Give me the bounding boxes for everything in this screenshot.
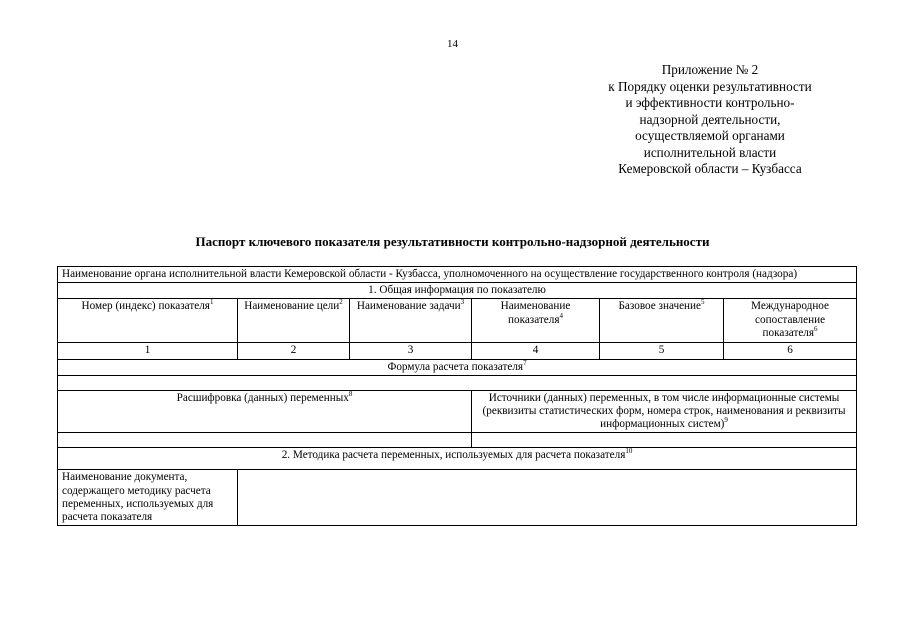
formula-empty-row (58, 375, 857, 390)
column-number: 4 (472, 343, 600, 359)
column-header: Номер (индекс) показателя$^1$ (58, 299, 238, 343)
appendix-line: осуществляемой органами (635, 128, 785, 143)
column-header: Наименование задачи$^3$ (350, 299, 472, 343)
column-number: 6 (724, 343, 857, 359)
section1-heading: 1. Общая информация по показателю (58, 283, 857, 299)
method-doc-row (58, 470, 857, 526)
appendix-header (560, 62, 860, 178)
section2-row (58, 448, 857, 470)
column-number: 2 (238, 343, 350, 359)
sources-heading: Источники (данных) переменных, в том числе информационные системы (реквизиты статистических форм, номера строк, наименования и реквизиты информационных систем)$^9$ (472, 390, 857, 433)
decoding-heading: Расшифровка (данных) переменных$^8$ (58, 390, 472, 433)
organ-cell: Наименование органа исполнительной власти Кемеровской области - Кузбасса, уполномоченного на осуществление государственного контроля (надзора) (58, 267, 857, 283)
column-number: 1 (58, 343, 238, 359)
organ-row (58, 267, 857, 283)
decoding-cell (58, 433, 472, 448)
appendix-line: исполнительной власти (643, 144, 777, 160)
appendix-line: надзорной деятельности, (639, 111, 781, 127)
section1-row (58, 283, 857, 299)
sources-cell (472, 433, 857, 448)
method-doc-label: Наименование документа, содержащего методику расчета переменных, используемых для расчета показателя (58, 470, 238, 526)
columns-header-row (58, 299, 857, 343)
passport-table (57, 266, 857, 526)
appendix-line: Кемеровской области – Кузбасса (618, 161, 802, 176)
variables-heading-row (58, 390, 857, 433)
page-number: 14 (447, 38, 458, 50)
column-numbers-row (58, 343, 857, 359)
formula-heading-row (58, 359, 857, 375)
column-number: 3 (350, 343, 472, 359)
formula-cell (58, 375, 857, 390)
variables-empty-row (58, 433, 857, 448)
column-header: Наименование цели$^2$ (238, 299, 350, 343)
appendix-line: к Порядку оценки результативности (608, 78, 812, 94)
column-number: 5 (600, 343, 724, 359)
column-header: Базовое значение$^5$ (600, 299, 724, 343)
formula-heading: Формула расчета показателя$^7$ (58, 359, 857, 375)
column-header: Наименование показателя$^4$ (472, 299, 600, 343)
column-header: Международное сопоставление показателя$^6$ (724, 299, 857, 343)
appendix-line: Приложение № 2 (661, 62, 759, 77)
appendix-line: и эффективности контрольно- (625, 95, 795, 110)
document-title: Паспорт ключевого показателя результативности контрольно-надзорной деятельности (195, 234, 710, 249)
method-doc-value (238, 470, 857, 526)
section2-heading: 2. Методика расчета переменных, используемых для расчета показателя$^{10}$ (58, 448, 857, 470)
